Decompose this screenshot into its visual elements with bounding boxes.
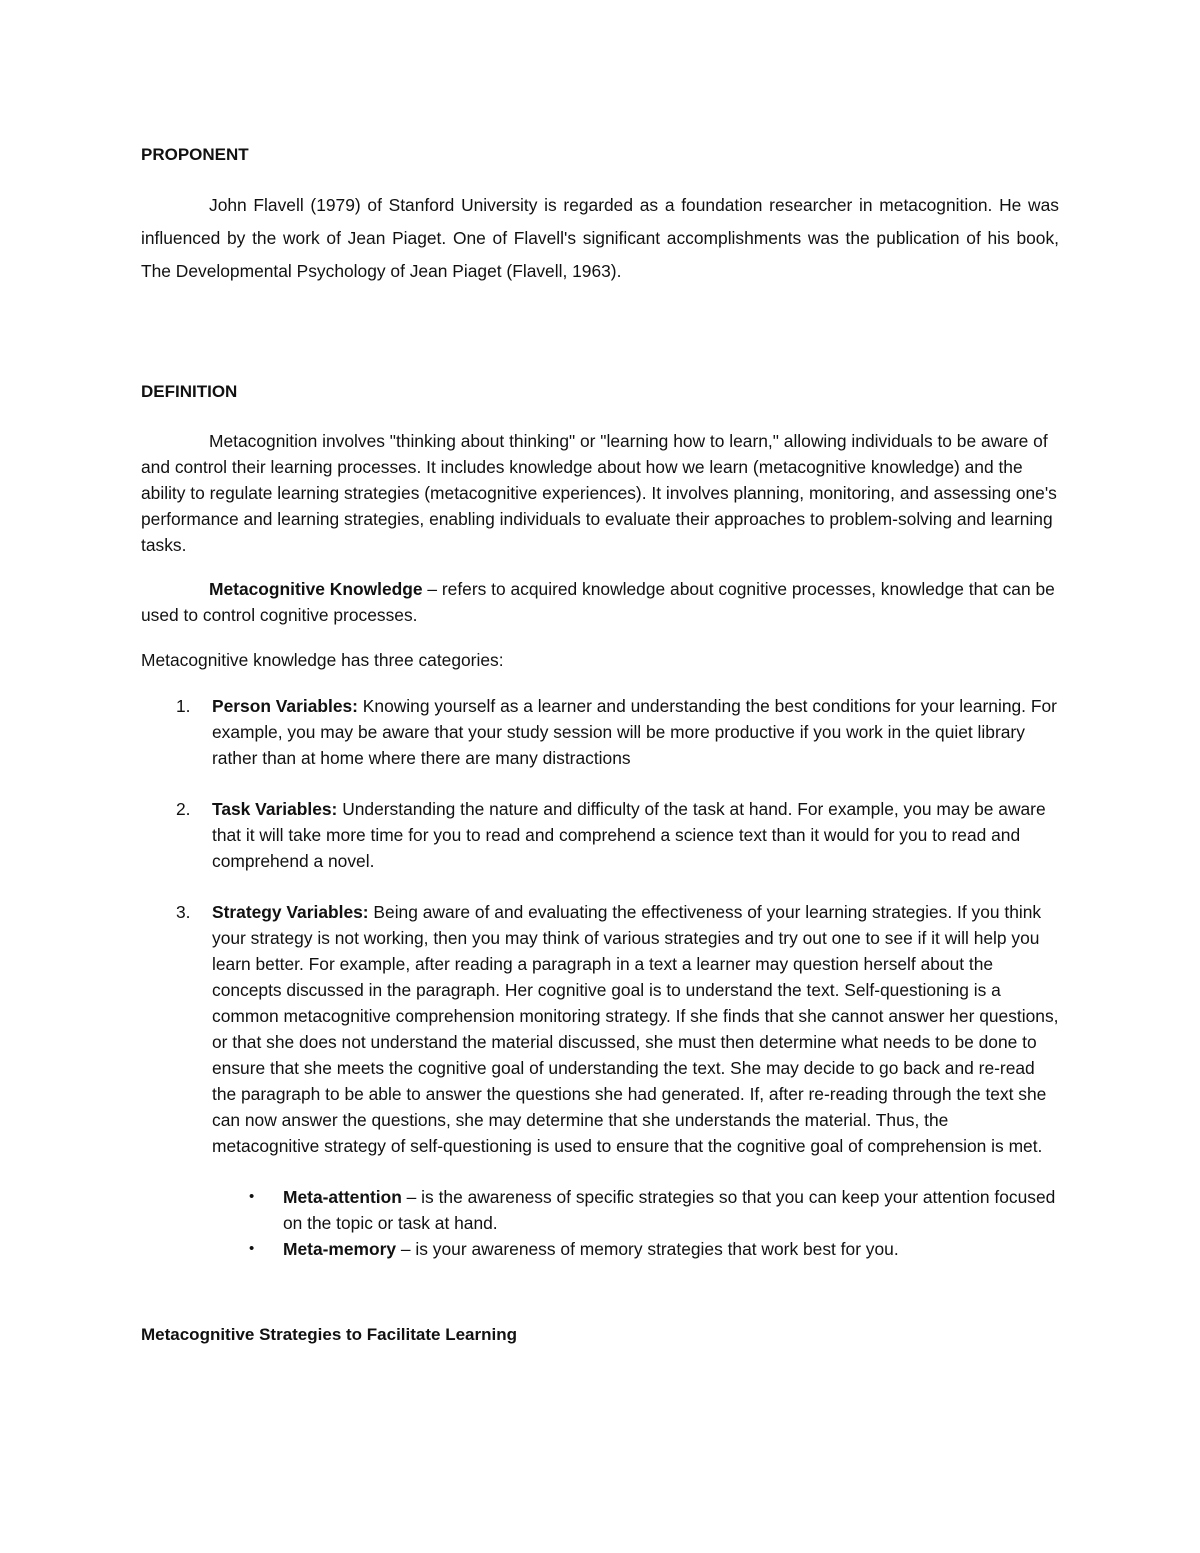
- metacognitive-knowledge-text: – refers to acquired knowledge about cognitive processes, knowledge that can be used to control cognitive processes.: [141, 579, 1055, 625]
- bullet-description: – is your awareness of memory strategies that work best for you.: [396, 1239, 899, 1259]
- list-number: 2.: [176, 799, 191, 819]
- list-item: [141, 1236, 1059, 1262]
- list-item-text: [212, 693, 1059, 771]
- definition-paragraph: Metacognition involves "thinking about thinking" or "learning how to learn," allowing individuals to be aware of and control their learning processes. It includes knowledge about how we learn (metacognitive knowledge) and the ability to regulate learning strategies (metacognitive experiences). It involves planning, monitoring, and assessing one's performance and learning strategies, enabling individuals to evaluate their approaches to problem-solving and learning tasks.: [141, 431, 1057, 555]
- list-item-text: [212, 899, 1059, 1159]
- bullet-icon: •: [249, 1240, 255, 1257]
- bullet-icon: •: [249, 1188, 255, 1205]
- document-page: [141, 140, 1059, 1350]
- categories-list: [141, 693, 1059, 1159]
- sub-bullets-list: [141, 1184, 1059, 1262]
- list-item-description: Understanding the nature and difficulty of the task at hand. For example, you may be aware that it will take more time for you to read and comprehend a science text than it would for you to read and comprehend a novel.: [212, 799, 1046, 871]
- bullet-term: Meta-attention: [283, 1187, 402, 1207]
- list-item-term: Person Variables:: [212, 696, 358, 716]
- list-number: 3.: [176, 902, 191, 922]
- bullet-description: – is the awareness of specific strategies so that you can keep your attention focused on the topic or task at hand.: [283, 1187, 1056, 1233]
- list-item: [141, 1184, 1059, 1236]
- list-number: 1.: [176, 696, 191, 716]
- bullet-term: Meta-memory: [283, 1239, 397, 1259]
- list-item-term: Task Variables:: [212, 799, 338, 819]
- proponent-heading: PROPONENT: [141, 145, 249, 164]
- list-item-text: [212, 796, 1059, 874]
- list-item-description: Knowing yourself as a learner and understanding the best conditions for your learning. For example, you may be aware that your study session will be more productive if you work in the quiet library rather than at home where there are many distractions: [212, 696, 1057, 768]
- list-item-term: Strategy Variables:: [212, 902, 369, 922]
- strategies-heading: Metacognitive Strategies to Facilitate Learning: [141, 1325, 517, 1344]
- definition-heading: DEFINITION: [141, 382, 238, 401]
- list-item: [141, 796, 1059, 874]
- metacognitive-knowledge-paragraph: [141, 576, 1059, 628]
- categories-intro: Metacognitive knowledge has three categories:: [141, 650, 504, 670]
- list-item: [141, 693, 1059, 771]
- list-item: [141, 899, 1059, 1159]
- proponent-paragraph: John Flavell (1979) of Stanford University is regarded as a foundation researcher in metacognition. He was influenced by the work of Jean Piaget. One of Flavell's significant accomplishments was the publication of his book, The Developmental Psychology of Jean Piaget (Flavell, 1963).: [141, 195, 1059, 281]
- metacognitive-knowledge-term: Metacognitive Knowledge: [209, 579, 423, 599]
- list-item-description: Being aware of and evaluating the effectiveness of your learning strategies. If you think your strategy is not working, then you may think of various strategies and try out one to see if it will help you learn better. For example, after reading a paragraph in a text a learner may question herself about the concepts discussed in the paragraph. Her cognitive goal is to understand the text. Self-questioning is a common metacognitive comprehension monitoring strategy. If she finds that she cannot answer her questions, or that she does not understand the material discussed, she must then determine what needs to be done to ensure that she meets the cognitive goal of understanding the text. She may decide to go back and re-read the paragraph to be able to answer the questions she had generated. If, after re-reading through the text she can now answer the questions, she may determine that she understands the material. Thus, the metacognitive strategy of self-questioning is used to ensure that the cognitive goal of comprehension is met.: [212, 902, 1059, 1156]
